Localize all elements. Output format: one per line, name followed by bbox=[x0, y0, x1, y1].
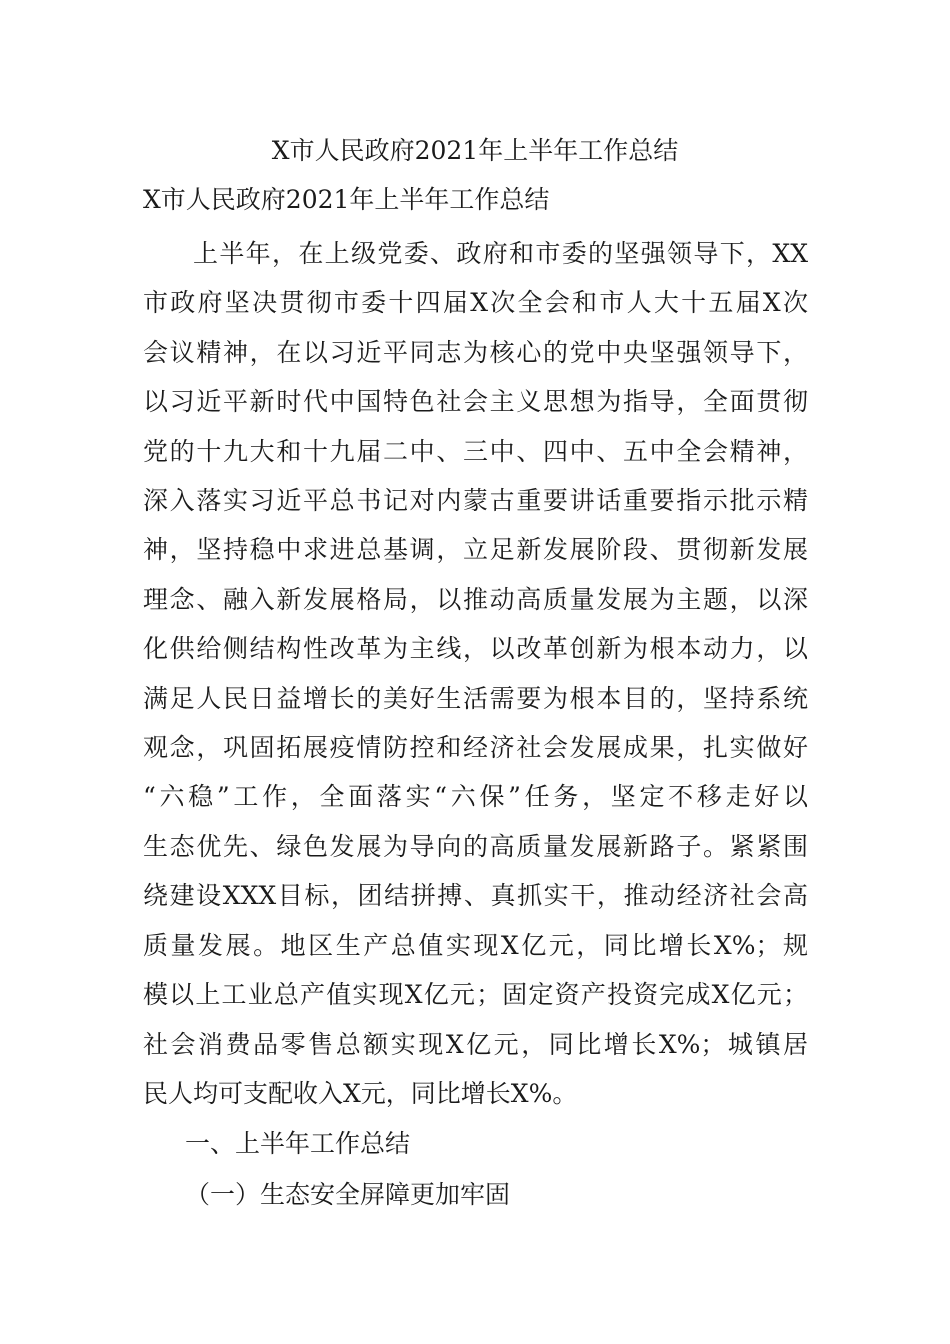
paragraph-line: 上半年，在上级党委、政府和市委的坚强领导下，XX bbox=[193, 239, 808, 268]
paragraph-line: 观念，巩固拓展疫情防控和经济社会发展成果，扎实做好 bbox=[143, 733, 808, 763]
paragraph-line: 市政府坚决贯彻市委十四届X次全会和市人大十五届X次 bbox=[143, 288, 808, 318]
paragraph-line: 模以上工业总产值实现X亿元；固定资产投资完成X亿元； bbox=[143, 980, 808, 1010]
paragraph-line: 神，坚持稳中求进总基调，立足新发展阶段、贯彻新发展 bbox=[143, 535, 808, 565]
paragraph-line: 生态优先、绿色发展为导向的高质量发展新路子。紧紧围 bbox=[143, 831, 808, 861]
document-title: X市人民政府2021年上半年工作总结 bbox=[271, 136, 679, 165]
paragraph-line: 绕建设XXX目标，团结拼搏、真抓实干，推动经济社会高 bbox=[143, 881, 808, 911]
paragraph-line: 民人均可支配收入X元，同比增长X%。 bbox=[143, 1078, 578, 1108]
subsection-heading: （一）生态安全屏障更加牢固 bbox=[185, 1180, 511, 1209]
paragraph-line: 党的十九大和十九届二中、三中、四中、五中全会精神， bbox=[143, 436, 808, 466]
paragraph-line: “六稳”工作，全面落实“六保”任务，坚定不移走好以 bbox=[143, 782, 808, 812]
paragraph-line: 满足人民日益增长的美好生活需要为根本目的，坚持系统 bbox=[143, 683, 808, 713]
paragraph-line: 会议精神，在以习近平同志为核心的党中央坚强领导下， bbox=[143, 337, 808, 367]
paragraph-line: 以习近平新时代中国特色社会主义思想为指导，全面贯彻 bbox=[143, 387, 808, 417]
body-paragraph bbox=[143, 229, 808, 1118]
paragraph-line: 化供给侧结构性改革为主线，以改革创新为根本动力，以 bbox=[143, 634, 808, 664]
paragraph-line: 深入落实习近平总书记对内蒙古重要讲话重要指示批示精 bbox=[143, 486, 808, 516]
paragraph-line: 社会消费品零售总额实现X亿元，同比增长X%；城镇居 bbox=[143, 1029, 808, 1059]
section-heading: 一、上半年工作总结 bbox=[185, 1129, 411, 1158]
document-subtitle: X市人民政府2021年上半年工作总结 bbox=[143, 185, 550, 214]
paragraph-line: 质量发展。地区生产总值实现X亿元，同比增长X%；规 bbox=[143, 930, 808, 960]
paragraph-line: 理念、融入新发展格局，以推动高质量发展为主题，以深 bbox=[143, 584, 808, 614]
